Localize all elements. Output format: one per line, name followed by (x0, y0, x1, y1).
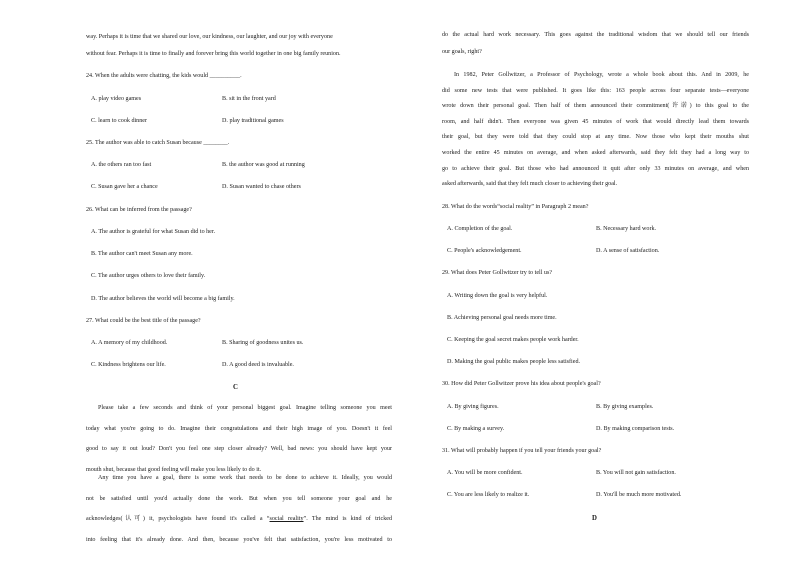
q26-option-b: B. The author can't meet Susan any more. (91, 251, 193, 257)
q31-option-a: A. You will be more confident. (447, 470, 523, 476)
passage-c-paragraph-2 (86, 475, 392, 557)
q31-option-b: B. You will not gain satisfaction. (596, 470, 676, 476)
q26-option-a: A. The author is grateful for what Susan did to her. (91, 229, 216, 235)
q25-option-c: C. Susan gave her a chance (91, 184, 158, 190)
q29-option-d: D. Making the goal public makes people less satisfied. (447, 359, 581, 365)
section-d-heading: D (592, 515, 597, 522)
passage-line: go to achieve their goal. But those who had announced it quit after only 33 minutes on average, and when (442, 165, 749, 172)
q30-option-c: C. By making a survey. (447, 426, 505, 432)
question-27-stem: 27. What could be the best title of the passage? (86, 318, 201, 324)
intro-line-1: way. Perhaps it is time that we shared our love, our kindness, our laughter, and our joy with everyone (86, 34, 333, 40)
q28-option-a: A. Completion of the goal. (447, 226, 513, 232)
q26-option-c: C. The author urges others to love their family. (91, 273, 206, 279)
question-31-stem: 31. What will probably happen if you tell your friends your goal? (442, 448, 602, 454)
passage-line: Please take a few seconds and think of your personal biggest goal. Imagine telling someone you meet (98, 405, 392, 411)
passage-line: good to say it out loud? Don't you feel one step closer already? Well, bad news: you should have kept your (86, 446, 392, 452)
question-28-stem: 28. What do the words“social reality” in Paragraph 2 mean? (442, 204, 589, 210)
q31-option-d: D. You'll be much more motivated. (596, 492, 682, 498)
q29-option-b: B. Achieving personal goal needs more time. (447, 315, 557, 321)
q24-option-b: B. sit in the front yard (222, 96, 276, 102)
q28-option-c: C. People's acknowledgement. (447, 248, 522, 254)
passage-line: do the actual hard work necessary. This goes against the traditional wisdom that we should tell our friends (442, 32, 749, 38)
question-29-stem: 29. What does Peter Gollwitzer try to tell us? (442, 270, 553, 276)
q27-option-c: C. Kindness brightens our life. (91, 362, 166, 368)
q24-option-c: C. learn to cook dinner (91, 118, 148, 124)
q24-option-a: A. play video games (91, 96, 142, 102)
q27-option-b: B. Sharing of goodness unites us. (222, 340, 304, 346)
question-24-stem: 24. When the adults were chatting, the kids would __________. (86, 73, 242, 79)
passage-line: their goal, but they were told that they could stop at any time. Now those who kept their mouths shut (442, 134, 749, 141)
q29-option-a: A. Writing down the goal is very helpful. (447, 293, 548, 299)
q29-option-c: C. Keeping the goal secret makes people work harder. (447, 337, 579, 343)
q24-option-d: D. play traditional games (222, 118, 284, 124)
passage-line: worked the entire 45 minutes on average, and when asked afterwards, said they felt they had a long way to (442, 149, 749, 156)
passage-c-paragraph-3 (442, 72, 749, 197)
q30-option-d: D. By making comparison tests. (596, 426, 675, 432)
passage-line: Any time you have a goal, there is some work that needs to be done to achieve it. Ideally, you would (98, 475, 392, 481)
passage-line: not be satisfied until you'd actually done the work. But when you tell someone your goal and he (86, 495, 392, 502)
passage-line: today what you're going to do. Imagine their congratulations and their high image of you. Doesn't it feel (86, 425, 392, 432)
q25-option-a: A. the others ran too fast (91, 162, 152, 168)
intro-line-2: without fear. Perhaps it is time to finally and forever bring this world together in one big family reunion. (86, 51, 341, 57)
question-26-stem: 26. What can be inferred from the passage? (86, 207, 192, 213)
passage-line: into feeling that it's already done. And then, because you've felt that satisfaction, you're less motivated to (86, 536, 392, 543)
question-30-stem: 30. How did Peter Gollwitzer prove his idea about people's goal? (442, 381, 601, 387)
passage-c-continuation (442, 32, 749, 70)
q31-option-c: C. You are less likely to realize it. (447, 492, 530, 498)
q26-option-d: D. The author believes the world will become a big family. (91, 296, 235, 302)
q30-option-a: A. By giving figures. (447, 404, 499, 410)
q28-option-d: D. A sense of satisfaction. (596, 248, 660, 254)
passage-line: In 1982, Peter Gollwitzer, a Professor of Psychology, wrote a whole book about this. And in 2009, he (454, 72, 749, 78)
q30-option-b: B. By giving examples. (596, 404, 654, 410)
social-reality-term: social reality (269, 516, 304, 522)
q25-option-b: B. the author was good at running (222, 162, 305, 168)
passage-line: mouth shut, because that good feeling will make you less likely to do it. (86, 466, 262, 473)
section-c-heading: C (233, 384, 238, 391)
q27-option-a: A. A memory of my childhood. (91, 340, 168, 346)
question-25-stem: 25. The author was able to catch Susan because ________. (86, 140, 230, 146)
passage-line: room, and half didn't. Then everyone was given 45 minutes of work that would directly lead them towards (442, 118, 749, 125)
q27-option-d: D. A good deed is invaluable. (222, 362, 294, 368)
passage-line: wrote down their personal goal. Then half of them announced their commitment(许诺) to this goal to the (442, 103, 749, 110)
passage-line: did some new tests that were published. It goes like this: 163 people across four separate tests—everyone (442, 87, 749, 94)
passage-line: our goals, right? (442, 49, 482, 55)
q25-option-d: D. Susan wanted to chase others (222, 184, 301, 190)
passage-line: asked afterwards, said that they felt much closer to achieving their goal. (442, 181, 618, 188)
q28-option-b: B. Necessary hard work. (596, 226, 657, 232)
passage-line: acknowledges(认可) it, psychologists have found it's called a “social reality”. The mind is kind of tricked (86, 516, 393, 522)
